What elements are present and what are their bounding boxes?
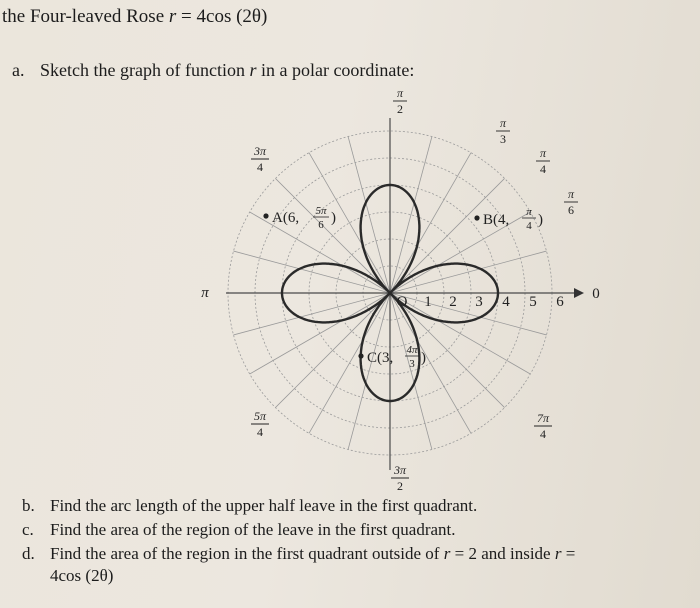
- zero-angle-label: 0: [592, 286, 600, 302]
- radial-label-6: 6: [556, 294, 564, 310]
- origin-label: O: [396, 294, 408, 310]
- svg-text:2: 2: [397, 479, 403, 493]
- point-b-dot: [474, 215, 479, 220]
- svg-text:2: 2: [397, 102, 403, 116]
- point-a-dot: [263, 213, 268, 218]
- angle-label-3pi-over-4: [251, 144, 269, 174]
- angle-label-pi-over-4: [536, 146, 550, 176]
- svg-text:5π: 5π: [253, 409, 267, 423]
- svg-text:C(3,: C(3,: [367, 350, 394, 366]
- question-d-continuation: 4cos (2θ): [50, 566, 114, 585]
- svg-text:π: π: [499, 116, 507, 130]
- angle-label-pi-over-6: [564, 187, 578, 217]
- grid-ray: [390, 293, 471, 433]
- question-b: b. Find the arc length of the upper half leave in the first quadrant.: [22, 496, 478, 515]
- svg-text:A(6,: A(6,: [272, 210, 300, 226]
- angle-label-5pi-over-4: [251, 409, 269, 439]
- grid-ray: [390, 178, 505, 293]
- svg-text:4: 4: [257, 425, 263, 439]
- question-b-label: b.: [22, 496, 35, 515]
- grid-ray: [275, 178, 390, 293]
- radial-label-1: 1: [424, 294, 432, 310]
- svg-text:π: π: [396, 86, 404, 100]
- question-d-label: d.: [22, 544, 35, 563]
- angle-label-pi-over-2: [393, 86, 407, 116]
- svg-text:4π: 4π: [406, 344, 418, 356]
- svg-text:): ): [331, 210, 336, 226]
- question-a: a. Sketch the graph of function r in a polar coordinate:: [12, 60, 415, 80]
- question-a-label: a.: [12, 60, 25, 80]
- svg-text:5π: 5π: [315, 205, 327, 217]
- radial-label-5: 5: [529, 294, 537, 310]
- svg-text:): ): [538, 212, 543, 228]
- problem-title: the Four-leaved Rose r = 4cos (2θ): [2, 6, 268, 27]
- point-c: [358, 344, 426, 370]
- radial-label-3: 3: [475, 294, 483, 310]
- svg-text:4: 4: [526, 220, 532, 232]
- pi-angle-label: π: [201, 285, 209, 301]
- question-c: c. Find the area of the region of the leave in the first quadrant.: [22, 520, 456, 539]
- svg-text:π: π: [567, 187, 575, 201]
- question-d: d. Find the area of the region in the first quadrant outside of r = 2 and inside r =: [22, 544, 576, 563]
- svg-text:π: π: [539, 146, 547, 160]
- grid-ray: [390, 153, 471, 293]
- svg-text:3π: 3π: [253, 144, 267, 158]
- svg-text:3: 3: [409, 358, 415, 370]
- angle-label-pi-over-3: [496, 116, 510, 146]
- svg-text:6: 6: [318, 219, 324, 231]
- grid-ray: [390, 212, 530, 293]
- angle-label-7pi-over-4: [534, 411, 552, 441]
- question-c-label: c.: [22, 520, 34, 539]
- svg-text:π: π: [526, 206, 532, 218]
- svg-text:6: 6: [568, 203, 574, 217]
- radial-label-4: 4: [502, 294, 510, 310]
- radial-label-2: 2: [449, 294, 457, 310]
- svg-text:4: 4: [257, 160, 263, 174]
- svg-text:4: 4: [540, 427, 546, 441]
- svg-text:3: 3: [500, 132, 506, 146]
- angle-label-3pi-over-2: [391, 463, 409, 493]
- svg-text:B(4,: B(4,: [483, 212, 510, 228]
- point-a: [263, 205, 336, 231]
- svg-text:3π: 3π: [393, 463, 407, 477]
- svg-text:4: 4: [540, 162, 546, 176]
- svg-text:7π: 7π: [536, 411, 550, 425]
- svg-text:): ): [421, 350, 426, 366]
- point-c-dot: [358, 353, 363, 358]
